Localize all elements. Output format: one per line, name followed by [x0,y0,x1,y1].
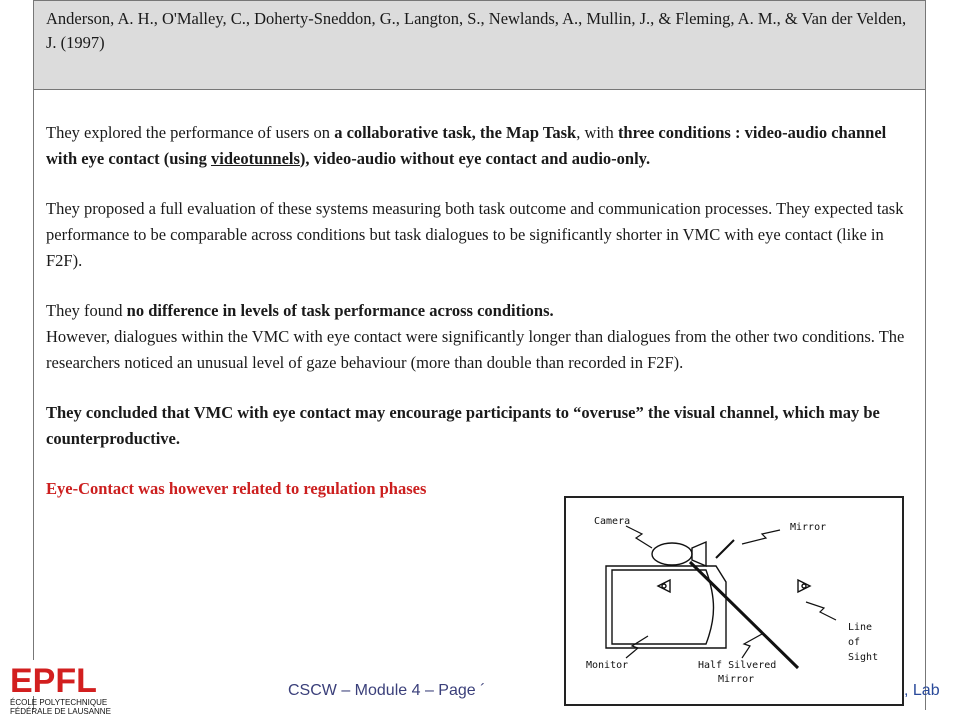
paragraph-conclusion: They concluded that VMC with eye contact may encourage participants to “overuse” the visual channel, which may be counterproductive. [46,403,880,448]
diagram-svg [566,498,902,704]
half-silvered-mirror-icon [690,562,798,668]
videotunnels-link[interactable]: videotunnels [210,149,300,168]
top-mirror-icon [716,540,734,558]
camera-label: Camera [594,516,631,527]
content-cell [46,120,918,526]
footer-page-label: CSCW – Module 4 – Page ´ [288,682,486,699]
mirror-label: Mirror [790,522,827,533]
epfl-wordmark: EPFL [10,662,97,700]
half-silvered-mirror-label: Mirror [718,674,755,685]
sight-label: Sight [848,652,879,663]
paragraph-findings: They found no difference in levels of task performance across conditions. However, dialogues within the VMC with eye contact were significantly longer than dialogues from the other two conditions. The researchers noticed an unusual level of gaze behaviour (more than double than recorded in F2F). [46,301,905,372]
citation-cell [33,0,926,90]
citation-text: Anderson, A. H., O'Malley, C., Doherty-Sneddon, G., Langton, S., Newlands, A., Mullin, J., & Fleming, A. M., & Van der Velden, J. (1997) [46,9,907,52]
monitor-label: Monitor [586,660,629,671]
epfl-logo [8,660,136,716]
half-silvered-label: Half Silvered [698,660,777,671]
eye-icon [658,580,810,592]
logo-line2: FÉDÉRALE DE LAUSANNE [10,707,111,716]
paragraph-conditions: They explored the performance of users on a collaborative task, the Map Task, with three conditions : video-audio channel with eye contact (using videotunnels), video-audio without eye contact and audio-only. [46,123,887,168]
camera-icon [652,542,706,566]
logo-line1: ÉCOLE POLYTECHNIQUE [10,698,108,707]
footer-lab-label: , Lab [904,682,940,699]
of-label: of [848,637,861,648]
paragraph-regulation: Eye-Contact was however related to regulation phases [46,479,427,498]
paragraph-evaluation: They proposed a full evaluation of these systems measuring both task outcome and communication processes. They expected task performance to be comparable across conditions but task dialogues to be significantly shorter in VMC with eye contact (like in F2F). [46,199,904,270]
line-label: Line [848,622,873,633]
videotunnel-diagram [564,496,904,706]
